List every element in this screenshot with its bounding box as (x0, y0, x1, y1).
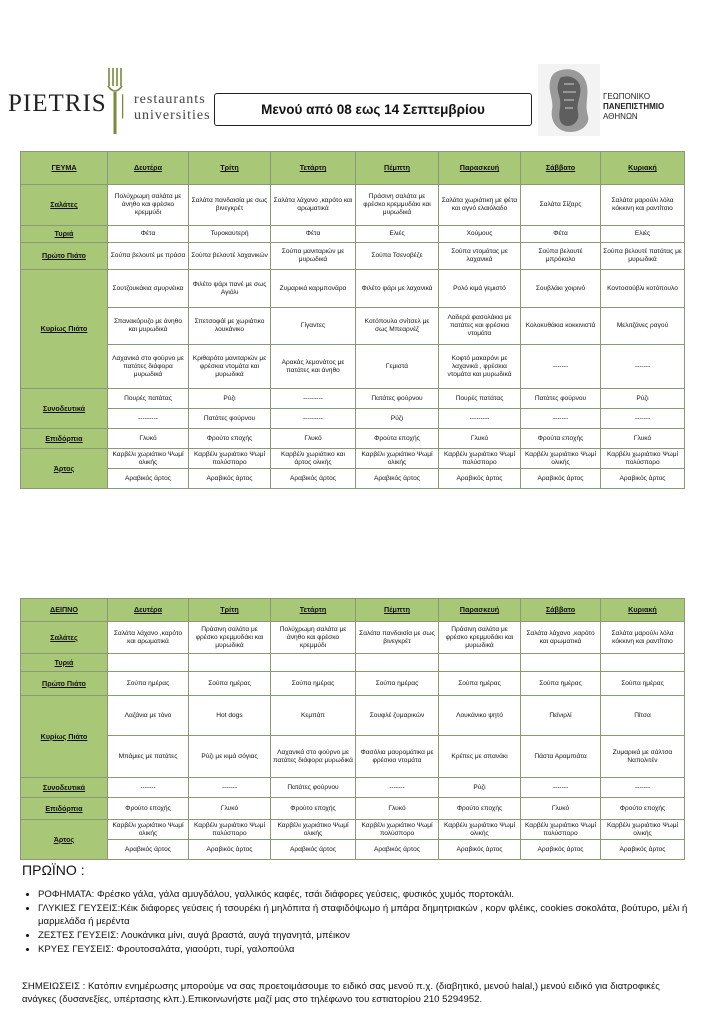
breakfast-item-label: ΡΟΦΗΜΑΤΑ: (38, 889, 95, 900)
menu-cell: Σούπα ημέρας (601, 672, 685, 696)
menu-cell: Καρβέλι χωριάτικο Ψωμί ολικής (271, 820, 356, 840)
menu-cell: Φρούτα εποχής (356, 429, 439, 449)
menu-cell: Φέτα (108, 226, 189, 243)
menu-cell: Αραβικός άρτος (601, 469, 685, 489)
menu-cell: Καρβέλι χωριάτικο Ψωμί πολύσπορο (189, 449, 271, 469)
menu-cell: Σούπα ημέρας (521, 672, 601, 696)
row-label-main-course: Κυρίως Πιάτο (21, 696, 108, 778)
menu-cell: Γλυκό (189, 798, 271, 820)
menu-cell: Καρβέλι χωριάτικο Ψωμί ολικής (108, 820, 189, 840)
menu-cell: Ζυμαρικά καρμπονάρα (271, 270, 356, 308)
menu-cell: Φρούτο εποχής (271, 798, 356, 820)
menu-cell: Σπετσοφάϊ με χωριάτικο λουκάνικο (189, 308, 271, 345)
row-label-salads: Σαλάτες (21, 185, 108, 226)
menu-cell: Πάστα Αραμπιάτα (521, 736, 601, 778)
row-label-dessert: Επιδόρπια (21, 429, 108, 449)
university-name: ΓΕΩΠΟΝΙΚΟ ΠΑΝΕΠΙΣΤΗΜΙΟ ΑΘΗΝΩΝ (603, 92, 665, 121)
lunch-menu-table (20, 151, 685, 489)
menu-cell: Αραβικός άρτος (356, 840, 439, 860)
menu-cell: Σούπα ημέρας (108, 672, 189, 696)
breakfast-item-text: Φρέσκο γάλα, γάλα αμυγδάλου, γαλλικός καφές, τσάι διάφορες γεύσεις, φυσικός χυμός πορτοκάλι. (94, 889, 515, 900)
menu-cell: Αραβικός άρτος (108, 469, 189, 489)
menu-cell: Μπάμιες με πατάτες (108, 736, 189, 778)
dinner-menu-table (20, 598, 685, 860)
breakfast-item (38, 943, 705, 956)
row-label-bread: Άρτος (21, 820, 108, 860)
row-label-first-course: Πρώτο Πιάτο (21, 672, 108, 696)
menu-cell: Πατάτες φούρνου (521, 389, 601, 409)
menu-cell: Φρούτα εποχής (521, 429, 601, 449)
menu-cell: Λαχανικά στο φούρνο με πατάτες διάφορα μυρωδικά (271, 736, 356, 778)
menu-cell: ------- (189, 778, 271, 798)
menu-cell: Γεμιστά (356, 345, 439, 389)
menu-cell: Αραβικός άρτος (356, 469, 439, 489)
row-label-dessert: Επιδόρπια (21, 798, 108, 820)
menu-cell: ------- (521, 345, 601, 389)
menu-cell: Σαλάτα μαρούλι λόλα κόκκινη και ραντίτσιο (601, 622, 685, 654)
row-label-cheese: Τυριά (21, 226, 108, 243)
menu-cell: Γλυκό (108, 429, 189, 449)
menu-cell: Καρβέλι χωριάτικο Ψωμί πολύσπορο (439, 449, 521, 469)
menu-cell: Καρβέλι χωριάτικο Ψωμί πολύσπορο (601, 449, 685, 469)
menu-cell: Γλυκό (521, 798, 601, 820)
menu-cell: Τυροκαυτερή (189, 226, 271, 243)
menu-cell: Σούπα Τσενοβέζε (356, 243, 439, 270)
menu-cell: Φασόλια μαυρομάτικα με φρέσκια ντομάτα (356, 736, 439, 778)
row-label-bread: Άρτος (21, 449, 108, 489)
menu-cell: Γλυκό (601, 429, 685, 449)
menu-cell: Ρύζι (601, 389, 685, 409)
menu-cell: Αρακάς λεμονάτος με πατάτες και άνηθο (271, 345, 356, 389)
menu-cell: Σαλάτα πανδαισία με σως βινεγκρέτ (356, 622, 439, 654)
lunch-title: ΓΕΥΜΑ (21, 152, 108, 185)
menu-cell: Πατάτες φούρνου (189, 409, 271, 429)
menu-cell: Καρβέλι χωριάτικο Ψωμί πολύσπορο (189, 820, 271, 840)
row-label-sides: Συνοδευτικά (21, 778, 108, 798)
lunch-day: Παρασκευή (439, 152, 521, 185)
menu-cell: Πίτσα (601, 696, 685, 736)
menu-cell: Αραβικός άρτος (189, 469, 271, 489)
breakfast-title: ΠΡΩΪΝΟ : (22, 862, 85, 878)
menu-cell: Κοτόπουλο σνίτσελ με σως Μπεαρνέζ (356, 308, 439, 345)
dinner-day: Παρασκευή (439, 599, 521, 622)
row-label-first-course: Πρώτο Πιάτο (21, 243, 108, 270)
menu-cell: Αραβικός άρτος (439, 840, 521, 860)
menu-cell: Αραβικός άρτος (521, 840, 601, 860)
menu-cell: ------- (108, 778, 189, 798)
lunch-day: Δευτέρα (108, 152, 189, 185)
menu-cell: ------- (601, 345, 685, 389)
menu-cell: --------- (108, 409, 189, 429)
menu-cell: Λουκάνικο ψητό (439, 696, 521, 736)
menu-cell: ------- (601, 778, 685, 798)
menu-cell: Σουφλέ ζυμαρικών (356, 696, 439, 736)
menu-cell: Πράσινη σαλάτα με φρέσκο κρεμμυδάκι και μυρωδικά (356, 185, 439, 226)
breakfast-item-text: Φρουτοσαλάτα, γιαούρτι, τυρί, γαλοπούλα (113, 944, 295, 955)
menu-cell (439, 654, 521, 672)
dinner-day: Πέμπτη (356, 599, 439, 622)
dinner-day: Τετάρτη (271, 599, 356, 622)
menu-cell: Ελιές (601, 226, 685, 243)
menu-cell: Πουρές πατάτας (108, 389, 189, 409)
menu-cell: Σούπα βελουτέ πατάτας με μυρωδικά (601, 243, 685, 270)
menu-cell: Γλυκό (439, 429, 521, 449)
menu-cell: Φιλέτο ψάρι με λαχανικά (356, 270, 439, 308)
menu-cell: Ελιές (356, 226, 439, 243)
menu-cell: Ρύζι (356, 409, 439, 429)
menu-cell: Σαλάτα λάχανο ,καρότο και αρωματικά (271, 185, 356, 226)
menu-cell: --------- (271, 389, 356, 409)
menu-cell: Γλυκό (356, 798, 439, 820)
menu-cell: Κριθαρότο μανιταριών με φρέσκια ντομάτα και μυρωδικά (189, 345, 271, 389)
menu-cell: Καρβέλι χωριάτικο Ψωμί πολύσπορο (521, 820, 601, 840)
menu-cell: ------- (356, 778, 439, 798)
menu-cell: Μελιτζάνες ραγού (601, 308, 685, 345)
menu-cell: Λαζάνια με τόνο (108, 696, 189, 736)
logo-line1: restaurants (134, 92, 206, 107)
menu-cell: Αραβικός άρτος (108, 840, 189, 860)
menu-cell: Σαλάτα λάχανο ,καρότο και αρωματικά (108, 622, 189, 654)
menu-cell: Καρβέλι χωριάτικο και άρτος ολικής (271, 449, 356, 469)
menu-cell: Σπανακόρυζο με άνηθο και μυρωδικά (108, 308, 189, 345)
row-label-cheese: Τυριά (21, 654, 108, 672)
menu-cell: Φέτα (271, 226, 356, 243)
menu-cell: Σούπα ημέρας (439, 672, 521, 696)
menu-cell: Φρούτο εποχής (439, 798, 521, 820)
menu-cell: Ρύζι με κιμά σόγιας (189, 736, 271, 778)
menu-cell: Φρούτο εποχής (189, 429, 271, 449)
menu-cell: Αραβικός άρτος (439, 469, 521, 489)
row-label-sides: Συνοδευτικά (21, 389, 108, 429)
menu-cell: Πατάτες φούρνου (356, 389, 439, 409)
menu-cell: Σούπα ντομάτας με λαχανικά (439, 243, 521, 270)
lunch-day: Κυριακή (601, 152, 685, 185)
menu-title: Μενού από 08 εως 14 Σεπτεμβρίου (214, 93, 532, 126)
menu-cell: Σαλάτα πανδαισία με σως βινεγκρέτ (189, 185, 271, 226)
breakfast-item (38, 888, 705, 901)
menu-cell: Πράσινη σαλάτα με φρέσκο κρεμμυδάκι και μυρωδικά (439, 622, 521, 654)
lunch-day: Πέμπτη (356, 152, 439, 185)
breakfast-item-label: ΚΡΥΕΣ ΓΕΥΣΕΙΣ: (38, 944, 114, 955)
dinner-title: ΔΕΙΠΝΟ (21, 599, 108, 622)
menu-cell: Σαλάτα Σίζαρς (521, 185, 601, 226)
menu-cell: Ρολό κιμά γεμιστό (439, 270, 521, 308)
menu-cell: Κοντοσούβλι κοτόπουλο (601, 270, 685, 308)
menu-cell: Σούπα βελουτέ λαχανικών (189, 243, 271, 270)
menu-cell: Σούπα βελουτέ μπρόκολο (521, 243, 601, 270)
menu-cell: Αραβικός άρτος (271, 469, 356, 489)
menu-cell: Κολοκυθάκια κοκκινιστά (521, 308, 601, 345)
menu-cell: Καρβέλι χωριάτικο Ψωμί ολικής (356, 449, 439, 469)
menu-cell: Καρβέλι χωριάτικο Ψωμί ολικής (108, 449, 189, 469)
menu-cell: Κοφτό μακαρόνι με λαχανικά , φρέσκια ντομάτα και μυρωδικά (439, 345, 521, 389)
menu-cell: Σούπα ημέρας (271, 672, 356, 696)
menu-cell: Σούπα ημέρας (356, 672, 439, 696)
university-seal-icon (538, 64, 600, 136)
menu-cell: Σούπα ημέρας (189, 672, 271, 696)
menu-cell: Σαλάτα λάχανο ,καρότο και αρωματικά (521, 622, 601, 654)
menu-cell: Σαλάτα μαρούλι λόλα κόκκινη και ραντίτσιο (601, 185, 685, 226)
menu-cell: Αραβικός άρτος (601, 840, 685, 860)
pietris-logo (8, 68, 218, 138)
menu-cell (189, 654, 271, 672)
menu-cell: Φρούτο εποχής (601, 798, 685, 820)
menu-cell: Αραβικός άρτος (189, 840, 271, 860)
dinner-day: Σάββατο (521, 599, 601, 622)
menu-cell: Ζυμαρικά με σάλτσα Ναπολιτέν (601, 736, 685, 778)
menu-cell (521, 654, 601, 672)
menu-cell: Καρβέλι χωριάτικο Ψωμί ολικής (439, 820, 521, 840)
menu-cell: Σουτζουκάκια σμυρνέικα (108, 270, 189, 308)
menu-cell: Καρβέλι χωριάτικο Ψωμί πολύσπορο (356, 820, 439, 840)
dinner-day: Τρίτη (189, 599, 271, 622)
menu-cell: Πολύχρωμη σαλάτα με άνηθο και φρέσκο κρεμμύδι (271, 622, 356, 654)
menu-cell: Γλυκό (271, 429, 356, 449)
breakfast-item-label: ΓΛΥΚΙΕΣ ΓΕΥΣΕΙΣ: (38, 903, 121, 914)
menu-cell: Φέτα (521, 226, 601, 243)
menu-cell (271, 654, 356, 672)
menu-cell (108, 654, 189, 672)
menu-cell: ------- (521, 778, 601, 798)
menu-cell: Αραβικός άρτος (521, 469, 601, 489)
menu-cell: ------- (601, 409, 685, 429)
breakfast-item-label: ΖΕΣΤΕΣ ΓΕΥΣΕΙΣ: (38, 930, 119, 941)
menu-cell: Hot dogs (189, 696, 271, 736)
row-label-main-course: Κυρίως Πιάτο (21, 270, 108, 389)
breakfast-item-text: Λουκάνικα μίνι, αυγά βραστά, αυγά τηγανητά, μπέικον (118, 930, 350, 941)
menu-cell: --------- (439, 409, 521, 429)
menu-cell: Σουβλάκι χοιρινό (521, 270, 601, 308)
menu-cell: Πουρές πατάτας (439, 389, 521, 409)
notes: ΣΗΜΕΙΩΣΕΙΣ : Κατόπιν ενημέρωσης μπορούμε να σας προετοιμάσουμε το ειδικό σας μενού π.χ. (διαβητικό, μενού halal,) μενού ειδικό για διατροφικές ανάγκες (δυσανεξίες, υπέρτασης κλπ.).Επικοινωνήστε μαζί μας στο τηλέφωνο του εστιατορίου 210 5294952. (22, 981, 660, 1005)
menu-cell: Πατάτες φούρνου (271, 778, 356, 798)
menu-cell: Πολύχρωμη σαλάτα με άνηθο και φρέσκο κρεμμύδι (108, 185, 189, 226)
menu-cell: Γίγαντες (271, 308, 356, 345)
menu-cell: Χούμους (439, 226, 521, 243)
breakfast-item-text: Κέικ διάφορες γεύσεις ή τσουρέκι ή μηλόπιτα ή σταφιδόψωμο ή μπάρα δημητριακών , κορν φλέικς, cookies σοκολάτα, βούτυρο, μέλι ή μαρμελάδα ή μερέντα (38, 903, 688, 927)
menu-cell: Ρύζι (439, 778, 521, 798)
dinner-day: Δευτέρα (108, 599, 189, 622)
menu-cell: Πράσινη σαλάτα με φρέσκο κρεμμυδάκι και μυρωδικά (189, 622, 271, 654)
menu-cell: ------- (521, 409, 601, 429)
menu-cell: Φρούτο εποχής (108, 798, 189, 820)
menu-cell: Φιλέτο ψάρι πανέ με σως Αγιόλι (189, 270, 271, 308)
breakfast-item (38, 929, 705, 942)
menu-cell: Λαχανικά στο φούρνο με πατάτες διάφορα μυρωδικά (108, 345, 189, 389)
row-label-salads: Σαλάτες (21, 622, 108, 654)
menu-cell: Λαδερά φασολάκια με πατάτες και φρέσκια ντομάτα (439, 308, 521, 345)
logo-divider: | (120, 90, 126, 119)
menu-cell: Καρβέλι χωριάτικο Ψωμί ολικής (601, 820, 685, 840)
lunch-day: Τετάρτη (271, 152, 356, 185)
lunch-day: Σάββατο (521, 152, 601, 185)
menu-cell: Πεϊνιρλί (521, 696, 601, 736)
menu-cell: Σούπα μανιταριών με μυρωδικά (271, 243, 356, 270)
breakfast-item (38, 902, 705, 928)
menu-cell (356, 654, 439, 672)
lunch-day: Τρίτη (189, 152, 271, 185)
menu-cell: Ρύζι (189, 389, 271, 409)
logo-name: PIETRIS (8, 90, 107, 117)
breakfast-list (22, 888, 705, 957)
menu-cell: Κεμπάπ (271, 696, 356, 736)
menu-cell: Σούπα βελουτέ με πράσα (108, 243, 189, 270)
menu-cell (601, 654, 685, 672)
menu-cell: Καρβέλι χωριάτικο Ψωμί ολικής (521, 449, 601, 469)
menu-cell: Σαλάτα χωριάτικη με φέτα και αγνό ελαιόλαδο (439, 185, 521, 226)
menu-cell: Κρέπες με σπανάκι (439, 736, 521, 778)
menu-cell: Αραβικός άρτος (271, 840, 356, 860)
logo-line2: universities (134, 108, 211, 123)
dinner-day: Κυριακή (601, 599, 685, 622)
menu-cell: --------- (271, 409, 356, 429)
